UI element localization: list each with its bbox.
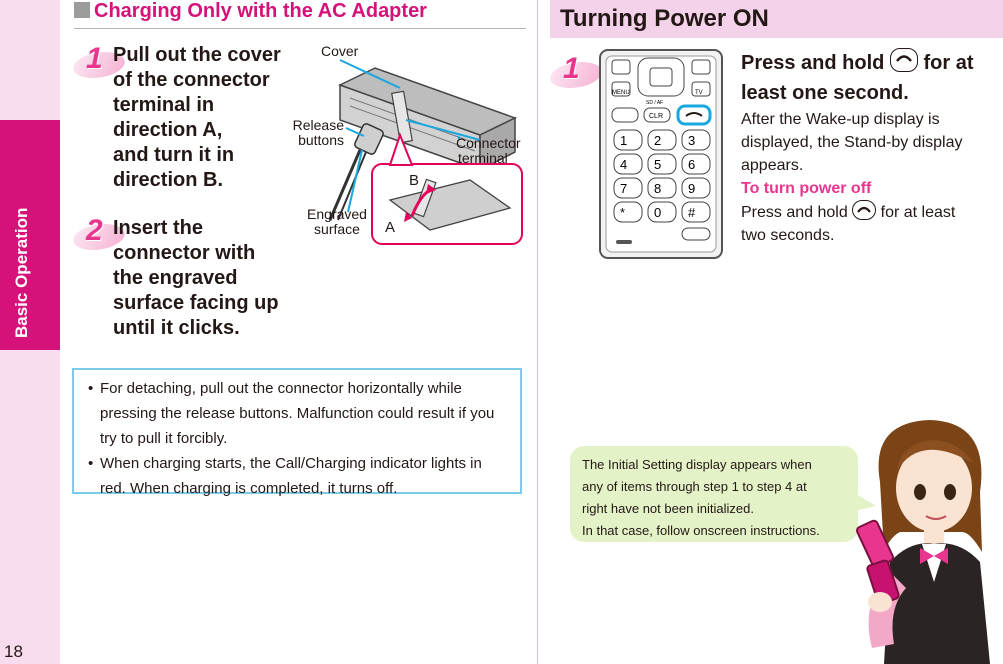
- label-connector-terminal: Connector terminal: [456, 135, 521, 166]
- note-item: • For detaching, pull out the connector horizontally while pressing the release buttons. Malfunction could result if you try to pull it forcibly.: [88, 376, 510, 451]
- page-number: 18: [4, 642, 23, 661]
- power-step-1-title: Press and hold for at least one second.: [741, 48, 1003, 108]
- power-step-1-number: 1: [551, 52, 603, 96]
- charging-section-title: Charging Only with the AC Adapter: [94, 0, 427, 22]
- label-engraved-surface: Engraved surface: [307, 206, 367, 237]
- tv-key-label: TV: [695, 90, 703, 96]
- svg-text:*: *: [620, 205, 626, 220]
- svg-text:8: 8: [654, 181, 662, 196]
- heading-square-icon: [74, 2, 90, 18]
- power-key-icon: [890, 48, 918, 72]
- svg-text:9: 9: [688, 181, 696, 196]
- column-divider: [537, 0, 538, 664]
- tip-speech-bubble: The Initial Setting display appears when any of items through step 1 to step 4 at right have not been initialized. In that case, follow onscreen instructions.: [570, 446, 858, 542]
- notes-box: [72, 368, 522, 497]
- label-release-buttons: Release buttons: [292, 117, 344, 148]
- label-direction-a: A: [385, 219, 396, 236]
- svg-text:4: 4: [620, 157, 628, 172]
- svg-text:0: 0: [654, 205, 662, 220]
- note-item: • When charging starts, the Call/Charging indicator lights in red. When charging is completed, it turns off.: [88, 451, 510, 501]
- svg-text:1: 1: [620, 133, 628, 148]
- sd-key-label: SD / AF: [646, 100, 664, 106]
- step-2-text: Insert the connector with the engraved surface facing up until it clicks.: [113, 217, 279, 339]
- label-direction-b: B: [409, 172, 420, 189]
- svg-text:6: 6: [688, 157, 696, 172]
- power-step-1-body: After the Wake-up display is displayed, the Stand-by display appears. To turn power off Press and hold for at least two seconds.: [741, 108, 1001, 247]
- section-label: Basic Operation: [12, 207, 31, 338]
- svg-text:7: 7: [620, 181, 628, 196]
- step-2-number: 2: [74, 214, 126, 258]
- svg-text:2: 2: [654, 133, 662, 148]
- step-1-text: Pull out the cover of the connector terminal in direction A, and turn it in direction B.: [113, 44, 281, 191]
- svg-text:5: 5: [654, 157, 662, 172]
- power-key-icon: [852, 200, 876, 220]
- step-1-number: 1: [74, 42, 126, 86]
- label-cover: Cover: [321, 43, 359, 59]
- svg-text:3: 3: [688, 133, 696, 148]
- power-on-section-heading: [550, 0, 1003, 38]
- menu-key-label: MENU: [612, 90, 630, 96]
- clr-key-label: CLR: [649, 113, 664, 120]
- svg-text:#: #: [688, 205, 696, 220]
- phone-keypad-illustration: [598, 48, 724, 260]
- turn-power-off-heading: To turn power off: [741, 180, 872, 197]
- guide-character-illustration: [850, 412, 1003, 664]
- charging-section-heading: [74, 0, 526, 29]
- power-on-section-title: Turning Power ON: [560, 5, 769, 32]
